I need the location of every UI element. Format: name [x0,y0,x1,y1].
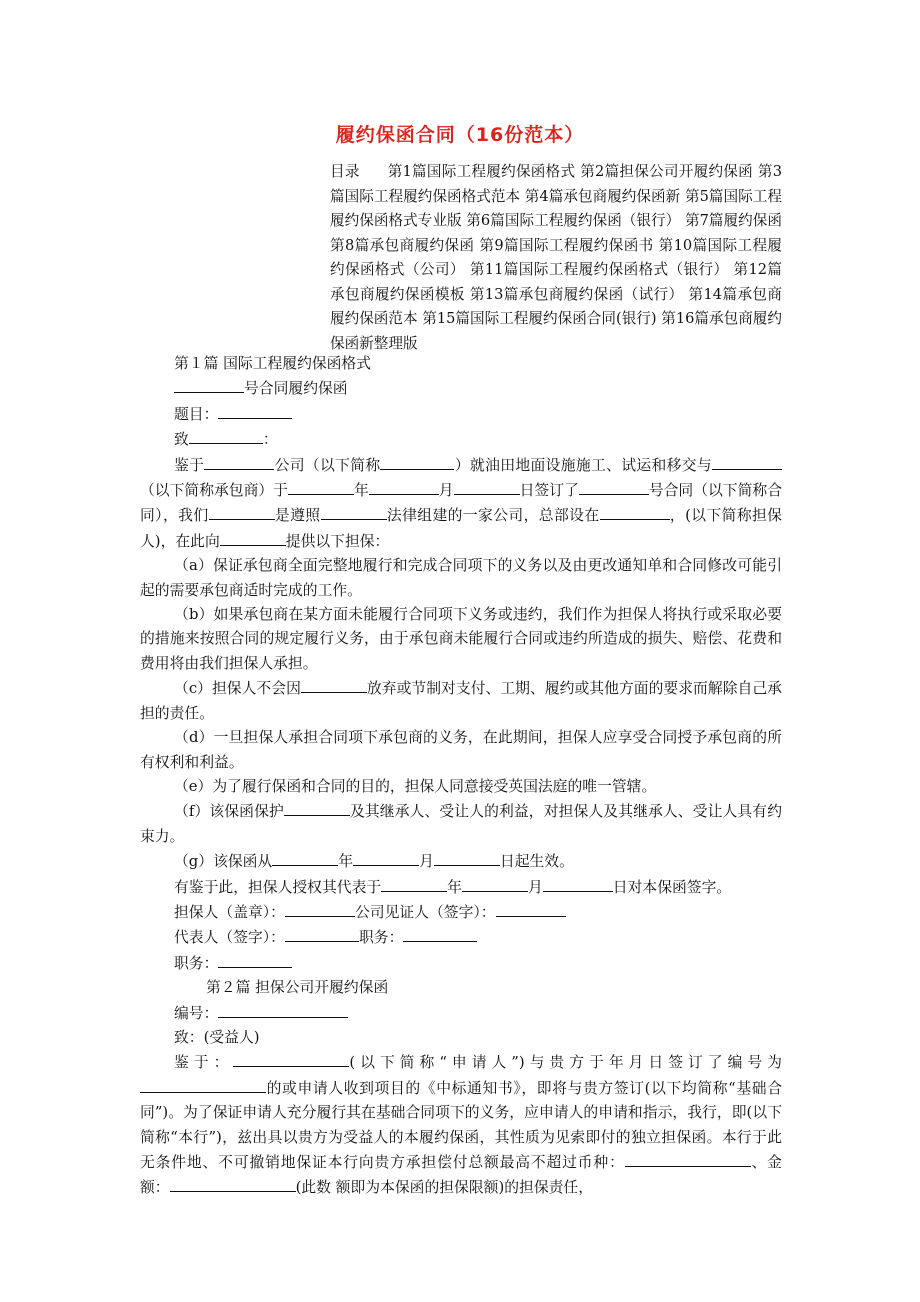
blank-field [204,453,274,470]
blank-field [218,1001,348,1018]
blank-field [272,849,338,866]
blank-field [600,503,670,520]
whereas-paragraph: 鉴于 公司（以下简称 ）就油田地面设施施工、试运和移交与（以下简称承包商）于 年 月 日签订了 号合同（以下简称合同），我们 是遵照 法律组建的一家公司，总部设在 ，(以下简称担保人)，在此向 提供以下担保： [140,453,782,555]
clause-e: （e）为了履行保函和合同的目的，担保人同意接受英国法庭的唯一管辖。 [174,777,657,795]
blank-field [218,402,292,419]
document-body [140,352,782,1201]
blank-field [189,427,263,444]
blank-field [579,478,649,495]
blank-field [301,676,367,693]
addressee-line: 致 ： [140,427,782,452]
clause-g: （g）该保函从 年 月 日起生效。 [140,849,782,874]
blank-field [380,453,454,470]
blank-field [209,503,275,520]
guarantee-main-paragraph: 鉴于： (以下简称“申请人”)与贵方于年月日签订了编号为的或申请人收到项目的《中标通知书》，即将与贵方签订(以下均简称“基础合同”)。为了保证申请人充分履行其在基础合同项下的义务，应申请人的申请和指示，我行，即(以下简称“本行”)，兹出具以贵方为受益人的本履约保函，其性质为见索即付的独立担保函。本行于此无条件地、不可撤销地保证本行向贵方承担偿付总额最高不超过币种： 、金额： (此数 额即为本保函的担保限额)的担保责任， [140,1050,782,1200]
blank-field [353,849,419,866]
section-1-heading: 第１篇 国际工程履约保函格式 [174,355,372,372]
contract-number-line: 号合同履约保函 [140,376,782,401]
beneficiary-line: 致：(受益人) [174,1028,260,1046]
blank-field [403,925,477,942]
document-title: 履约保函合同（16份范本） [335,124,585,146]
clause-f: （f）该保函保护 及其继承人、受让人的利益，对担保人及其继承人、受让人具有约束力。 [140,799,782,849]
blank-field [284,799,350,816]
representative-signature-line: 代表人（签字）： 职务： [140,925,782,950]
clause-a: （a）保证承包商全面完整地履行和完成合同项下的义务以及由更改通知单和合同修改可能引起的需要承包商适时完成的工作。 [140,557,782,599]
guarantor-signature-line: 担保人（盖章）： 公司见证人（签字）： [140,900,782,925]
blank-field [369,478,439,495]
blank-field [625,1150,751,1167]
signing-line: 有鉴于此，担保人授权其代表于 年 月 日对本保函签字。 [140,875,782,900]
clause-b: （b）如果承包商在某方面未能履行合同项下义务或违约，我们作为担保人将执行或采取必要的措施来按照合同的规定履行义务，由于承包商未能履行合同或违约所造成的损失、赔偿、花费和费用将由我们担保人承担。 [140,606,782,672]
blank-field [381,875,447,892]
clause-d: （d）一旦担保人承担合同项下承包商的义务，在此期间，担保人应享受合同授予承包商的所有权利和利益。 [140,729,782,771]
subject-line: 题目： [140,402,782,427]
toc-paragraph [140,160,782,356]
toc-entries: 第1篇国际工程履约保函格式 第2篇担保公司开履约保函 第3篇国际工程履约保函格式范本 第4篇承包商履约保函新 第5篇国际工程履约保函格式专业版 第6篇国际工程履约保函（银行） 第7篇履约保函 第8篇承包商履约保函 第9篇国际工程履约保函书 第10篇国际工程履约保函格式（公司） 第11篇国际工程履约保函格式（银行） 第12篇承包商履约保函模板 第13篇承包商履约保函（试行） 第14篇承包商履约保函范本 第15篇国际工程履约保函合同(银行) 第16篇承包商履约保函新整理版 [330,163,782,352]
blank-field [285,900,355,917]
toc-label: 目录 [330,163,360,180]
blank-field [220,529,286,546]
blank-field [218,951,292,968]
blank-field [454,478,520,495]
number-line: 编号： [140,1001,782,1026]
blank-field [496,900,566,917]
blank-field [543,875,613,892]
blank-field [321,503,387,520]
section-2-heading: 第２篇 担保公司开履约保函 [206,979,389,997]
table-of-contents [140,160,782,356]
blank-field [434,849,500,866]
blank-field [140,1076,266,1093]
clause-c: （c）担保人不会因 放弃或节制对支付、工期、履约或其他方面的要求而解除自己承担的责任。 [140,676,782,726]
blank-field [233,1050,349,1067]
position-line: 职务： [140,951,782,976]
blank-field [712,453,782,470]
blank-field [174,376,244,393]
blank-field [288,478,354,495]
blank-field [170,1175,296,1192]
blank-field [285,925,359,942]
blank-field [462,875,528,892]
